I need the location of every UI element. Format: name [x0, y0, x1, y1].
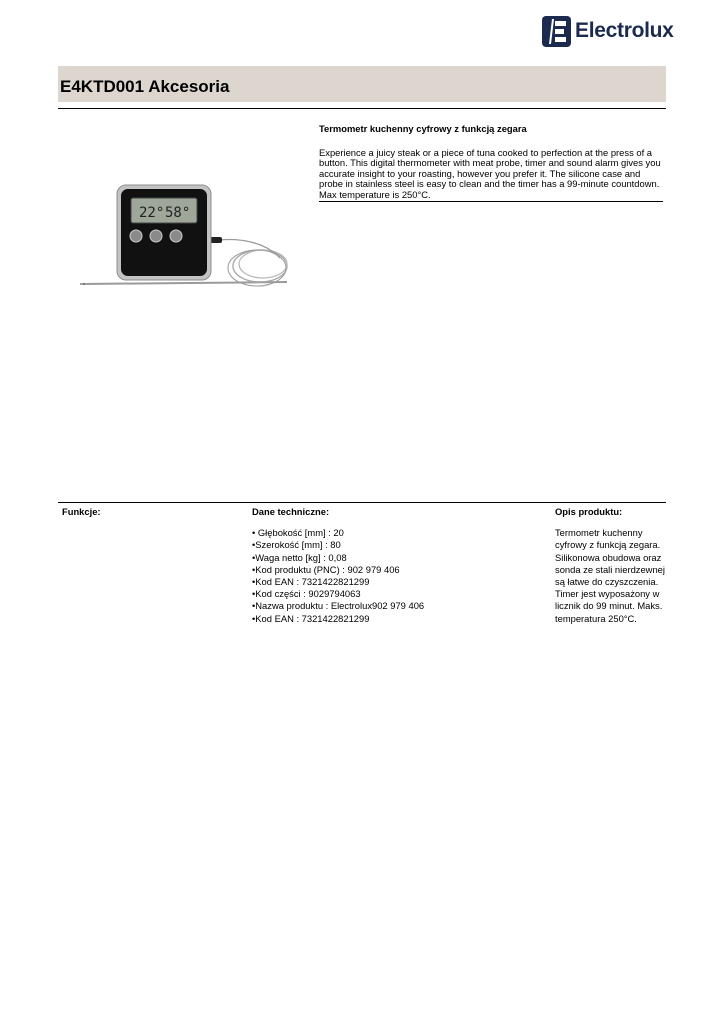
- funkcje-section: [62, 506, 101, 527]
- spec-item: •Kod EAN : 7321422821299: [252, 612, 370, 624]
- page-title: E4KTD001 Akcesoria: [60, 77, 230, 96]
- opis-produktu-heading: Opis produktu:: [555, 506, 623, 517]
- description-divider: [319, 201, 663, 202]
- opis-produktu-section: [555, 506, 667, 625]
- description-title: Termometr kuchenny cyfrowy z funkcją zegara: [319, 123, 527, 134]
- spec-item: •Kod części : 9029794063: [252, 588, 361, 600]
- dane-techniczne-list: [252, 527, 424, 625]
- display-left-value: 22°: [139, 205, 165, 221]
- header-divider: [58, 108, 666, 109]
- dane-techniczne-heading: Dane techniczne:: [252, 506, 330, 517]
- device-button-2: [150, 230, 162, 242]
- product-image: [75, 180, 295, 295]
- product-description: [319, 124, 665, 201]
- electrolux-logo: [542, 15, 674, 47]
- device-button-3: [170, 230, 182, 242]
- device-button-1: [130, 230, 142, 242]
- electrolux-logo-icon: [542, 16, 571, 47]
- spec-item: •Kod EAN : 7321422821299: [252, 576, 370, 588]
- spec-item: • Głębokość [mm] : 20: [252, 527, 344, 539]
- dane-techniczne-section: [252, 506, 424, 625]
- spec-item: •Nazwa produktu : Electrolux902 979 406: [252, 600, 425, 612]
- spec-item: •Waga netto [kg] : 0,08: [252, 551, 347, 563]
- title-bar: [58, 66, 666, 102]
- specs-divider: [58, 502, 666, 503]
- brand-name: Electrolux: [575, 19, 674, 42]
- opis-produktu-text: Termometr kuchenny cyfrowy z funkcją zegara. Silikonowa obudowa oraz sonda ze stali nierdzewnej są łatwe do czyszczenia. Timer jest wyposażony w licznik do 99 minut. Maks. temperatura 250°C.: [555, 527, 665, 624]
- funkcje-heading: Funkcje:: [62, 506, 101, 517]
- spec-item: •Szerokość [mm] : 80: [252, 539, 341, 551]
- display-right-value: 58°: [165, 205, 191, 221]
- spec-item: •Kod produktu (PNC) : 902 979 406: [252, 563, 400, 575]
- description-text: Experience a juicy steak or a piece of tuna cooked to perfection at the press of a button. This digital thermometer with meat probe, timer and sound alarm gives you accurate insight to your roasting, however you prefer it. The silicone case and probe in stainless steel is easy to clean and the timer has a 99-minute countdown. Max temperature is 250°C.: [319, 146, 661, 200]
